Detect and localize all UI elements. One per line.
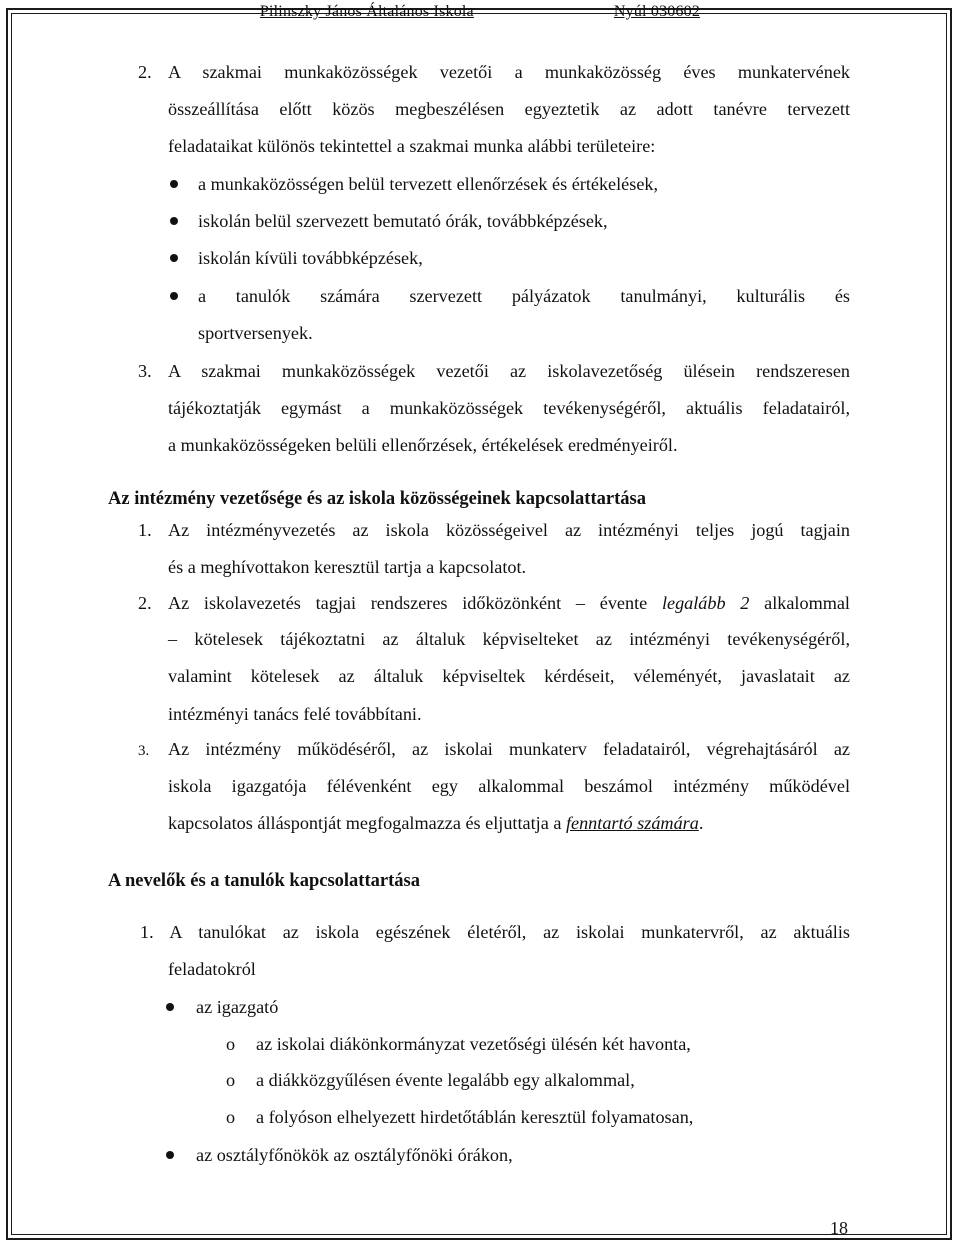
item-number: 3. <box>138 743 150 759</box>
text-run: Az iskolavezetés tagjai rendszeres időközönként – évente <box>168 593 662 613</box>
bullet-icon <box>170 254 178 262</box>
section-heading: A nevelők és a tanulók kapcsolattartása <box>108 871 420 891</box>
emphasized-text: legalább 2 <box>661 593 750 613</box>
paragraph-line: feladatokról <box>168 959 256 979</box>
underlined-text: fenntartó számára <box>565 813 699 833</box>
text-run: kapcsolatos álláspontját megfogalmazza és eljuttatja a <box>168 813 566 833</box>
paragraph-line: 1. A tanulókat az iskola egészének életéről, az iskolai munkatervről, az aktuális <box>140 922 850 942</box>
paragraph-line: valamint kötelesek az általuk képviseltek kérdéseit, véleményét, javaslatait az <box>168 666 850 686</box>
paragraph-line <box>168 811 703 835</box>
section-heading: Az intézmény vezetősége és az iskola közösségeinek kapcsolattartása <box>108 489 646 509</box>
circle-marker: o <box>226 1070 236 1090</box>
circle-marker: o <box>226 1107 236 1127</box>
paragraph-line: feladataikat különös tekintettel a szakmai munka alábbi területeire: <box>168 136 656 156</box>
paragraph-line: Az intézményvezetés az iskola közösségeivel az intézményi teljes jogú tagjain <box>168 520 850 540</box>
page-number: 18 <box>830 1218 848 1238</box>
paragraph-line: A szakmai munkaközösségek vezetői a munkaközösség éves munkatervének <box>168 62 850 82</box>
sub-list-item: a diákközgyűlésen évente legalább egy alkalommal, <box>256 1070 635 1090</box>
item-number: 1. <box>138 520 152 540</box>
paragraph-line: tájékoztatják egymást a munkaközösségek tevékenységéről, aktuális feladatairól, <box>168 398 850 418</box>
list-item: iskolán kívüli továbbképzések, <box>198 248 423 268</box>
bullet-icon <box>170 292 178 300</box>
item-number: 3. <box>138 361 152 381</box>
bullet-icon <box>166 1003 174 1011</box>
paragraph-line: – kötelesek tájékoztatni az általuk képviselteket az intézményi tevékenységéről, <box>168 629 850 649</box>
list-item: iskolán belül szervezett bemutató órák, továbbképzések, <box>198 211 608 231</box>
bullet-icon <box>170 180 178 188</box>
list-item: az osztályfőnökök az osztályfőnöki órákon, <box>196 1145 513 1165</box>
item-number: 2. <box>138 62 152 82</box>
circle-marker: o <box>226 1034 236 1054</box>
header-document-id: Nyúl 030602 <box>613 3 701 20</box>
list-item: a munkaközösségen belül tervezett ellenőrzések és értékelések, <box>198 174 659 194</box>
paragraph-line: és a meghívottakon keresztül tartja a kapcsolatot. <box>168 557 527 577</box>
item-number: 2. <box>138 593 152 613</box>
text-run: alkalommal <box>749 593 850 613</box>
bullet-icon <box>166 1151 174 1159</box>
paragraph-line: összeállítása előtt közös megbeszélésen egyeztetik az adott tanévre tervezett <box>168 99 850 119</box>
paragraph-line: A szakmai munkaközösségek vezetői az iskolavezetőség ülésein rendszeresen <box>168 361 850 381</box>
list-item: az igazgató <box>196 997 279 1017</box>
list-item-continuation: sportversenyek. <box>198 323 313 343</box>
header-school-name: Pilinszky János Általános Iskola <box>259 3 474 20</box>
sub-list-item: a folyóson elhelyezett hirdetőtáblán keresztül folyamatosan, <box>256 1107 694 1127</box>
sub-list-item: az iskolai diákönkormányzat vezetőségi ülésén két havonta, <box>256 1034 691 1054</box>
bullet-icon <box>170 217 178 225</box>
paragraph-line: a munkaközösségeken belüli ellenőrzések, értékelések eredményeiről. <box>168 435 678 455</box>
paragraph-line: intézményi tanács felé továbbítani. <box>168 704 422 724</box>
paragraph-line <box>168 591 850 615</box>
list-item: a tanulók számára szervezett pályázatok tanulmányi, kulturális és <box>198 286 850 306</box>
text-run: . <box>698 813 704 833</box>
paragraph-line: iskola igazgatója félévenként egy alkalommal beszámol intézmény működével <box>168 776 850 796</box>
paragraph-line: Az intézmény működéséről, az iskolai munkaterv feladatairól, végrehajtásáról az <box>168 739 850 759</box>
running-header <box>0 0 960 22</box>
